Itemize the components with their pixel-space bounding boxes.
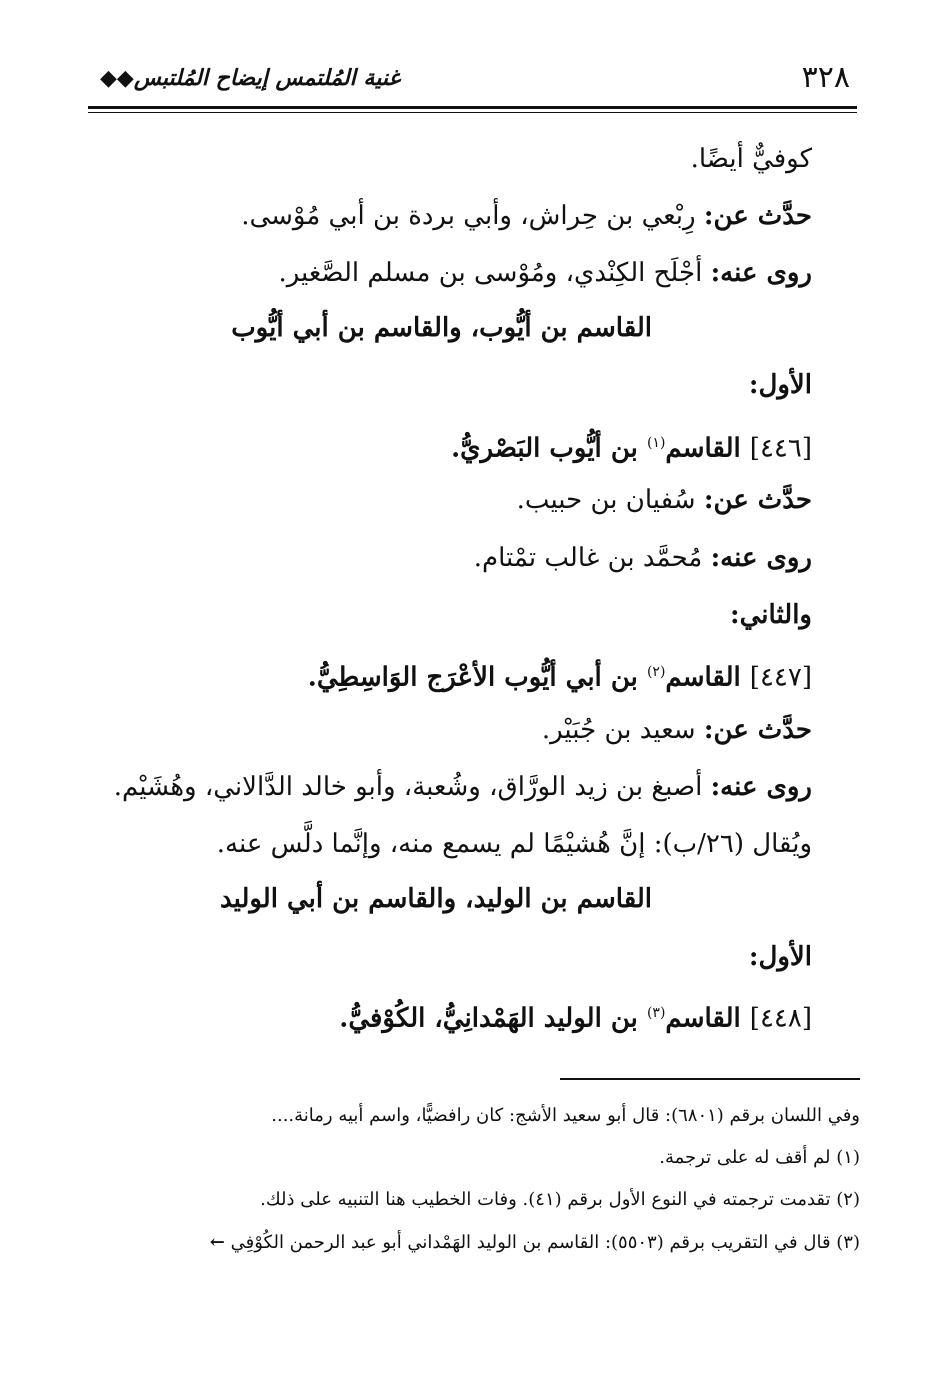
narrated-by-label: روى عنه: [710, 772, 812, 802]
text-line: ويُقال (٢٦/ب): إنَّ هُشيْمًا لم يسمع منه، وإنَّما دلَّس عنه. [216, 829, 812, 859]
entry-heading: [٤٤٧] القاسم$^{(٢)}$ بن أبي أيُّوب الأعْرَج الوَاسِطِيُّ. [307, 662, 812, 693]
text-line: روى عنه: أجْلَح الكِنْدي، ومُوْسى بن مسلم الصَّغير. [278, 258, 812, 288]
entry-number: [٤٤٧] [749, 662, 812, 693]
text-line: حدَّث عن: سعيد بن جُبَيْر. [541, 715, 812, 745]
footnote-ref: (٢) [646, 664, 666, 680]
continued-arrow-icon: ← [209, 1232, 225, 1253]
narrated-from-label: حدَّث عن: [703, 485, 812, 515]
subsection-heading: الأول: [748, 370, 812, 400]
section-heading: القاسم بن أيُّوب، والقاسم بن أبي أيُّوب [231, 313, 652, 343]
entry-heading: [٤٤٦] القاسم$^{(١)}$ بن أيُّوب البَصْريُّ. [451, 433, 812, 464]
footnote-ref: (٣) [646, 1005, 666, 1021]
text-line: حدَّث عن: رِبْعي بن حِراش، وأبي بردة بن أبي مُوْسى. [241, 201, 812, 231]
text-line: روى عنه: أصبغ بن زيد الورَّاق، وشُعبة، وأبو خالد الدَّالاني، وهُشَيْم. [113, 772, 812, 802]
footnote: وفي اللسان برقم (٦٨٠١): قال أبو سعيد الأشج: كان رافضيًّا، واسم أبيه رمانة.... [271, 1105, 860, 1126]
narrated-by-label: روى عنه: [710, 543, 812, 573]
header-rule-thin [88, 112, 857, 113]
narrated-from-label: حدَّث عن: [703, 201, 812, 231]
text-line: روى عنه: مُحمَّد بن غالب تمْتام. [473, 543, 812, 573]
entry-number: [٤٤٦] [749, 433, 812, 464]
entry-name: القاسم [665, 662, 741, 693]
header-rule-thick [88, 106, 857, 109]
text-line: حدَّث عن: سُفيان بن حبيب. [516, 485, 812, 515]
entry-name: القاسم [665, 1003, 741, 1034]
footnote-separator [560, 1078, 860, 1080]
section-heading: القاسم بن الوليد، والقاسم بن أبي الوليد [219, 884, 652, 914]
footnote: (٣) قال في التقريب برقم (٥٥٠٣): القاسم بن الوليد الهَمْداني أبو عبد الرحمن الكُوْفِي ← [209, 1232, 860, 1253]
page-number: ٣٢٨ [801, 60, 850, 95]
subsection-heading: الأول: [748, 942, 812, 972]
subsection-heading: والثاني: [730, 600, 812, 630]
entry-number: [٤٤٨] [749, 1003, 812, 1034]
narrated-from-label: حدَّث عن: [703, 715, 812, 745]
running-title: غنية المُلتمس إيضاح المُلتبس◆◆ [100, 65, 400, 91]
footnote: (٢) تقدمت ترجمته في النوع الأول برقم (٤١). وفات الخطيب هنا التنبيه على ذلك. [260, 1189, 860, 1210]
text-line: كوفيٌّ أيضًا. [690, 144, 812, 174]
narrated-by-label: روى عنه: [710, 258, 812, 288]
footnote-ref: (١) [646, 435, 666, 451]
entry-heading: [٤٤٨] القاسم$^{(٣)}$ بن الوليد الهَمْدانِيُّ، الكُوْفيُّ. [339, 1003, 812, 1034]
running-head [100, 58, 850, 98]
footnote: (١) لم أقف له على ترجمة. [659, 1147, 860, 1168]
entry-name: القاسم [665, 433, 741, 464]
